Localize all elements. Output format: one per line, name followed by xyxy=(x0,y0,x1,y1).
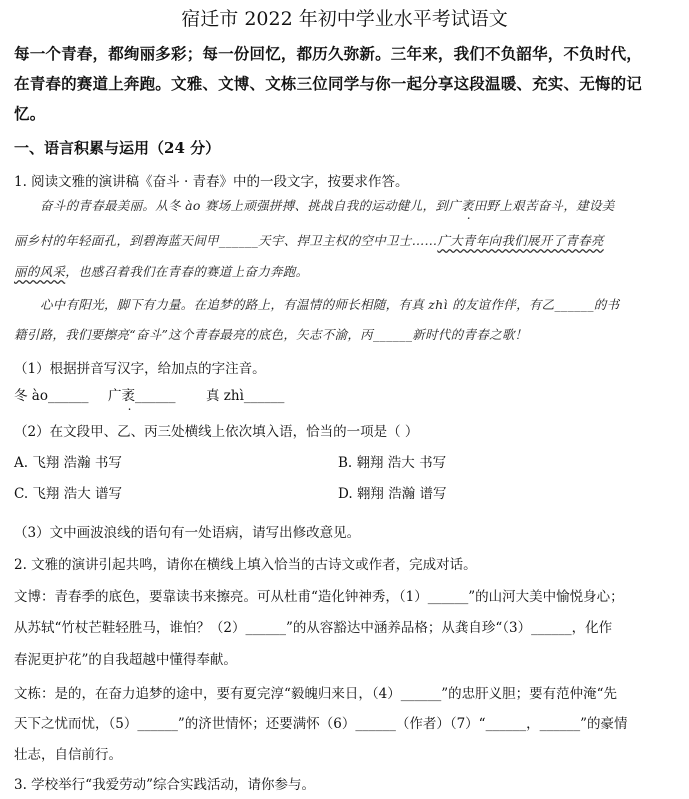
wendong-line-3: 壮志，自信前行。 xyxy=(14,747,122,763)
intro-line-3: 忆。 xyxy=(14,104,46,123)
wendong-line-1: 文栋：是的，在奋力追梦的途中，要有夏完淳“毅魄归来日，（4）______”的忠肝义胆；要有范仲淹“先 xyxy=(14,686,618,702)
passage-line-5: 籍引路，我们要擦亮“奋斗”这个青春最亮的底色，矢志不渝，丙______新时代的青春之歌！ xyxy=(14,327,528,342)
question-2-prompt: 2. 文雅的演讲引起共鸣，请你在横线上填入恰当的古诗文或作者，完成对话。 xyxy=(14,557,477,573)
subquestion-3: （3）文中画波浪线的语句有一处语病，请写出修改意见。 xyxy=(14,525,361,541)
intro-line-2: 在青春的赛道上奔跑。文雅、文博、文栋三位同学与你一起分享这段温暖、充实、无悔的记 xyxy=(14,74,643,93)
blank-ao: 冬 ào______ xyxy=(14,388,89,404)
dotted-char: 袤 xyxy=(121,388,135,404)
blank-text: 广 xyxy=(108,388,122,404)
passage-text: 丽乡村的年轻面孔，到碧海蓝天间甲______天宇、捍卫主权的空中卫士…… xyxy=(14,233,438,248)
option-d: D. 翱翔 浩瀚 谱写 xyxy=(338,486,447,502)
wenbo-line-2: 从苏轼“竹杖芒鞋轻胜马，谁怕？（2）______”的从容豁达中涵养品格；从龚自珍“（3）______，化作 xyxy=(14,620,613,636)
blank-text: ______ xyxy=(135,388,176,404)
wavy-underlined-text: 丽的风采 xyxy=(14,264,66,279)
passage-line-2 xyxy=(14,231,679,249)
wenbo-line-3: 春泥更护花”的自我超越中懂得奉献。 xyxy=(14,652,237,668)
passage-line-3 xyxy=(14,262,679,280)
option-b: B. 翱翔 浩大 书写 xyxy=(338,455,447,471)
passage-text: 奋斗的青春最美丽。从冬 ào 赛场上顽强拼搏、挑战自我的运动健儿，到广 xyxy=(40,198,461,213)
blank-mao xyxy=(108,384,176,404)
option-c: C. 飞翔 浩大 谱写 xyxy=(14,486,123,502)
passage-line-4: 心中有阳光，脚下有力量。在追梦的路上，有温情的师长相随，有真 zhì 的友谊作伴，有乙______的书 xyxy=(40,297,620,312)
blank-zhi: 真 zhì______ xyxy=(206,388,285,404)
passage-line-1 xyxy=(40,196,679,214)
question-3-prompt: 3. 学校举行“我爱劳动”综合实践活动，请你参与。 xyxy=(14,777,315,793)
option-a: A. 飞翔 浩瀚 书写 xyxy=(14,455,122,471)
subquestion-2: （2）在文段甲、乙、丙三处横线上依次填入语，恰当的一项是（ ） xyxy=(14,424,419,440)
passage-text: 田野上艰苦奋斗，建设美 xyxy=(473,198,615,213)
wavy-underlined-text: 广大青年向我们展开了青春亮 xyxy=(437,233,604,248)
intro-line-1: 每一个青春，都绚丽多彩；每一份回忆，都历久弥新。三年来，我们不负韶华，不负时代， xyxy=(14,44,643,63)
options-row-2 xyxy=(14,482,679,502)
options-row-1 xyxy=(14,451,679,471)
dotted-char: 袤 xyxy=(460,198,474,213)
exam-title: 宿迁市 2022 年初中学业水平考试语文 xyxy=(181,8,508,30)
subquestion-1: （1）根据拼音写汉字，给加点的字注音。 xyxy=(14,361,266,377)
section-heading: 一、语言积累与运用（24 分） xyxy=(14,139,221,157)
subquestion-1-blanks xyxy=(14,384,679,404)
passage-text: ，也感召着我们在青春的赛道上奋力奔跑。 xyxy=(65,264,309,279)
question-1-prompt: 1. 阅读文雅的演讲稿《奋斗 · 青春》中的一段文字，按要求作答。 xyxy=(14,174,409,190)
wenbo-line-1: 文博：青春季的底色，要靠读书来擦亮。可从杜甫“造化钟神秀，（1）______”的山河大美中愉悦身心； xyxy=(14,589,624,605)
wendong-line-2: 天下之忧而忧，（5）______”的济世情怀；还要满怀（6）______（作者）（7）“______，______”的豪情 xyxy=(14,716,628,732)
